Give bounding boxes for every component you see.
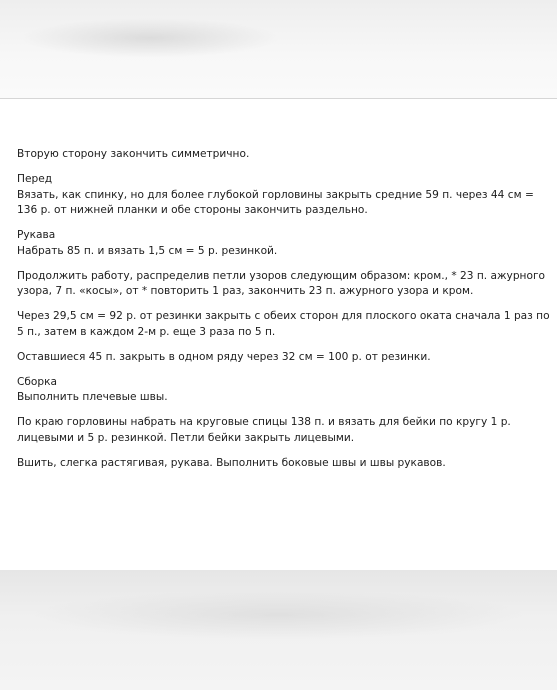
text-line: лицевыми и 5 р. резинкой. Петли бейки закрыть лицевыми. — [17, 431, 355, 444]
section-heading-sleeves: Рукава — [17, 229, 56, 241]
paragraph-assembly — [17, 375, 537, 406]
text-line: Через 29,5 см = 92 р. от резинки закрыть с обеих сторон для плоского оката сначала 1 раз по — [17, 310, 550, 322]
section-heading-assembly: Сборка — [17, 375, 58, 388]
text-line: Продолжить работу, распределив петли узоров следующим образом: кром., * 23 п. ажурного — [17, 269, 546, 282]
paragraph-sleeves — [17, 228, 537, 259]
paragraph-neckband — [17, 415, 537, 446]
text-line: По краю горловины набрать на круговые спицы 138 п. и вязать для бейки по кругу 1 р. — [17, 416, 511, 428]
text-line: 136 р. от нижней планки и обе стороны закончить раздельно. — [17, 204, 368, 216]
blurred-top-area — [0, 0, 557, 98]
text-line: Вторую сторону закончить симметрично. — [17, 148, 250, 160]
document-text — [17, 147, 550, 481]
paragraph-finish — [17, 456, 537, 472]
paragraph-remaining — [17, 350, 537, 366]
section-heading-front: Перед — [17, 173, 53, 185]
text-line: Оставшиеся 45 п. закрыть в одном ряду через 32 см = 100 р. от резинки. — [17, 350, 431, 363]
paragraph-front — [17, 172, 537, 219]
text-line: Вшить, слегка растягивая, рукава. Выполнить боковые швы и швы рукавов. — [17, 456, 446, 469]
text-line: Выполнить плечевые швы. — [17, 391, 168, 403]
blurred-bottom-area — [0, 570, 557, 690]
text-line: Набрать 85 п. и вязать 1,5 см = 5 р. резинкой. — [17, 244, 278, 257]
paragraph-pattern — [17, 269, 546, 300]
document-page — [0, 98, 557, 570]
text-line: 5 п., затем в каждом 2-м р. еще 3 раза по 5 п. — [17, 325, 276, 338]
paragraph-cap — [17, 309, 550, 340]
paragraph-symmetry — [17, 147, 537, 163]
text-line: узора, 7 п. «косы», от * повторить 1 раз, закончить 23 п. ажурного узора и кром. — [17, 285, 474, 297]
text-line: Вязать, как спинку, но для более глубокой горловины закрыть средние 59 п. через 44 см = — [17, 188, 534, 201]
